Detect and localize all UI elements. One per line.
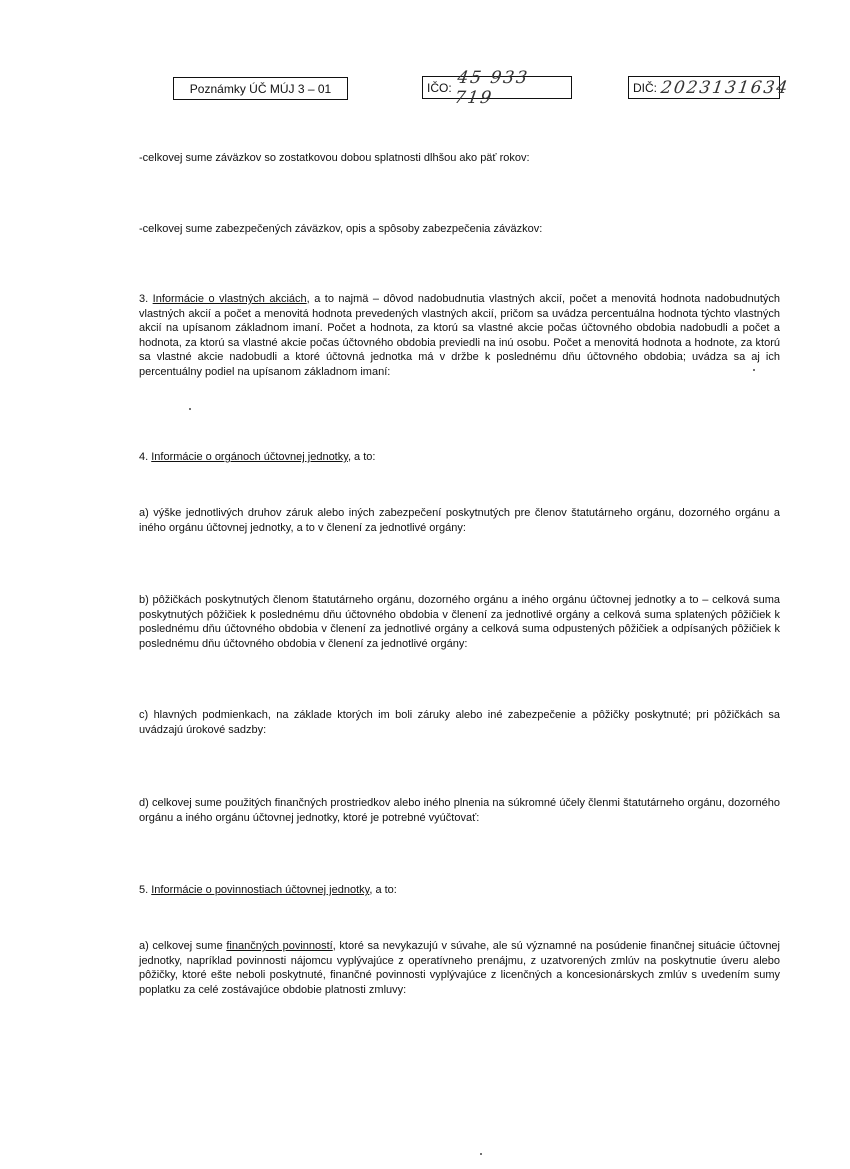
form-title: Poznámky ÚČ MÚJ 3 – 01 <box>189 81 332 96</box>
section-5-obligations <box>139 883 780 898</box>
scan-speck <box>189 408 191 410</box>
section-5a-underlined: finančných povinností <box>226 940 333 952</box>
dic-value: 2023131634 <box>659 77 791 98</box>
dic-label: DIČ: <box>633 80 657 95</box>
section-5a-prefix: a) celkovej sume <box>139 940 227 952</box>
section-4a-guarantees: a) výške jednotlivých druhov záruk alebo iných zabezpečení poskytnutých pre členov štatutárneho orgánu, dozorného orgánu a iného orgánu účtovnej jednotky, a to v členení za jednotlivé orgány: <box>139 507 780 534</box>
paragraph-secured-liabilities: -celkovej sume zabezpečených záväzkov, opis a spôsoby zabezpečenia záväzkov: <box>139 223 543 235</box>
section-4-text: , a to: <box>347 451 376 463</box>
section-4d-private-use: d) celkovej sume použitých finančných prostriedkov alebo iného plnenia na súkromné účely členmi štatutárneho orgánu, dozorného orgánu a iného orgánu účtovnej jednotky, ktoré je potrebné vyúčtovať: <box>139 797 780 824</box>
section-5a-financial-obligations <box>139 939 780 997</box>
ico-box <box>422 67 572 108</box>
form-title-box <box>173 77 348 100</box>
section-5a-text: , ktoré sa nevykazujú v súvahe, ale sú významné na posúdenie finančnej situácie účtovnej jednotky, napríklad povinnosti nájomcu vyplývajúce z operatívneho prenájmu, z uzatvorených zmlúv na poskytnutie úveru alebo pôžičky, ktoré ešte neboli poskytnuté, finančné povinnosti vyplývajúce z licenčných a koncesionárskych zmlúv s uvedením sumy poplatku za celé zostávajúce obdobie platnosti zmluvy: <box>139 940 780 996</box>
section-5-title: Informácie o povinnostiach účtovnej jednotky <box>151 884 370 896</box>
section-4-title: Informácie o orgánoch účtovnej jednotky <box>151 451 348 463</box>
scan-speck <box>480 1153 482 1155</box>
ico-label: IČO: <box>427 80 452 95</box>
section-3-own-shares <box>139 292 780 379</box>
section-4-bodies <box>139 450 780 465</box>
section-3-title: Informácie o vlastných akciách <box>152 293 307 305</box>
dic-box <box>628 76 791 99</box>
scan-speck <box>753 369 755 371</box>
ico-value: 45 933 719 <box>452 67 530 108</box>
section-3-text: , a to najmä – dôvod nadobudnutia vlastných akcií, počet a menovitá hodnota nadobudnutých vlastných akcií a počet a menovitá hodnota prevedených vlastných akcií, pričom sa uvádza percentuálna hodnota týchto vlastných akcií na upísanom základnom imaní. Počet a hodnota, za ktorú sa vlastné akcie počas účtovného obdobia nadobudli a počet a hodnota, za ktorú sa vlastné akcie počas účtovného obdobia previedli na inú osobu. Počet a menovitá hodnota a hodnote, za ktorú sa vlastné akcie nadobudli a ktoré účtovná jednotka má v držbe k poslednému dňu účtovného obdobia; uvádza sa aj ich percentuálny podiel na upísanom základnom imaní: <box>139 293 780 378</box>
section-5-text: , a to: <box>369 884 397 896</box>
section-5-number: 5. <box>139 884 152 896</box>
section-4b-loans: b) pôžičkách poskytnutých členom štatutárneho orgánu, dozorného orgánu a iného orgánu účtovnej jednotky a to – celková suma poskytnutých pôžičiek k poslednému dňu účtovného obdobia v členení za jednotlivé orgány a celková suma splatených pôžičiek k poslednému dňu účtovného obdobia v členení za jednotlivé orgány a celková suma odpustených pôžičiek a odpísaných pôžičiek k poslednému dňu účtovného obdobia v členení za jednotlivé orgány: <box>139 594 780 650</box>
section-4-number: 4. <box>139 451 152 463</box>
section-3-number: 3. <box>139 293 153 305</box>
paragraph-long-term-liabilities: -celkovej sume záväzkov so zostatkovou dobou splatnosti dlhšou ako päť rokov: <box>139 152 530 164</box>
section-4c-conditions: c) hlavných podmienkach, na základe ktorých im boli záruky alebo iné zabezpečenie a pôžičky poskytnuté; pri pôžičkách sa uvádzajú úrokové sadzby: <box>139 709 780 736</box>
